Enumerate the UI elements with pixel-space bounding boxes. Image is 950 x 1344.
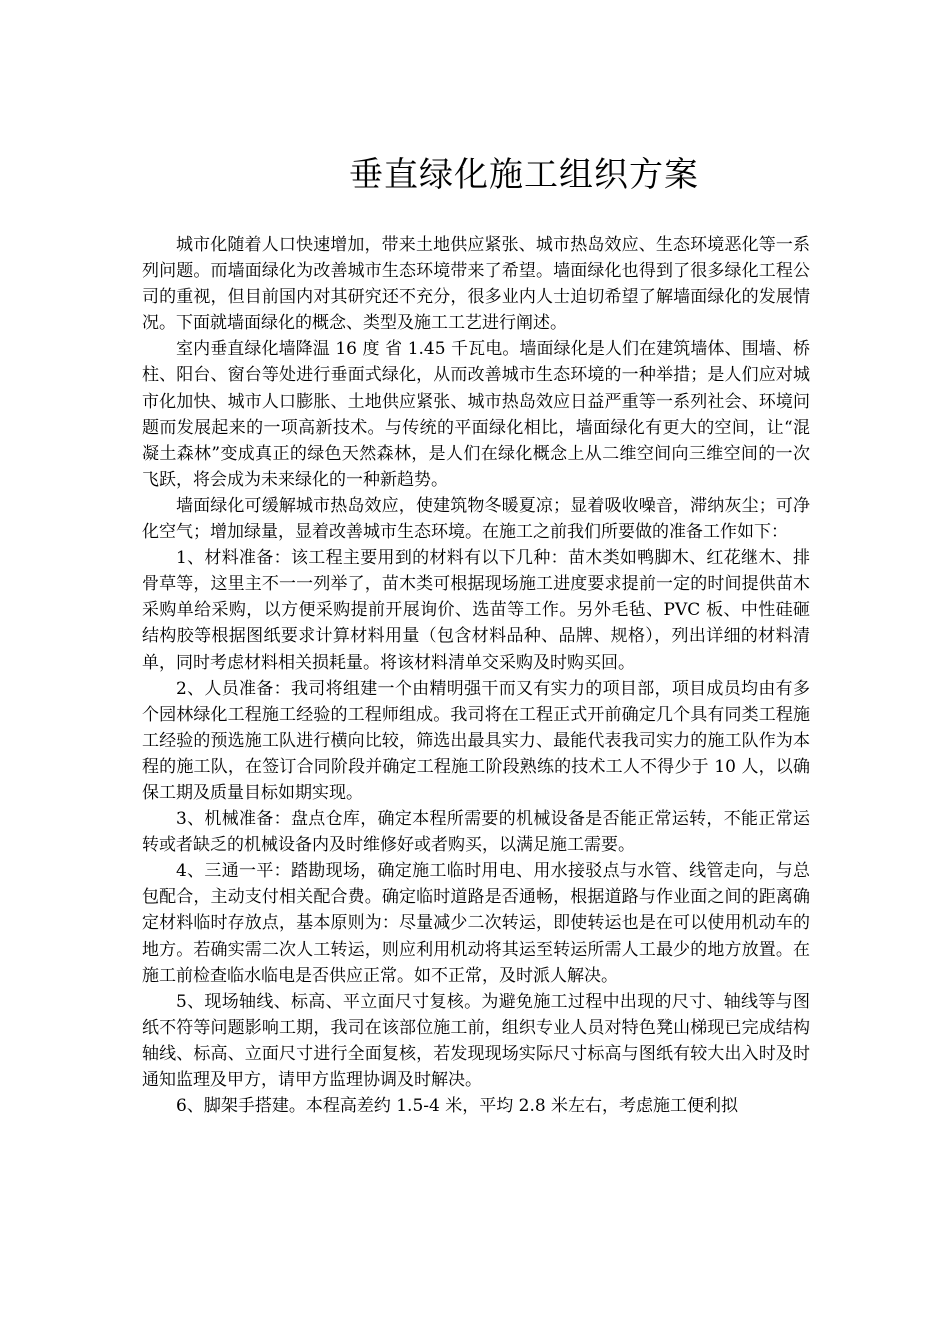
paragraph-personnel: 2、人员准备：我司将组建一个由精明强干而又有实力的项目部，项目成员均由有多个园林绿化工程施工经验的工程师组成。我司将在工程正式开前确定几个具有同类工程施工经验的预选施工队进行横向比较，筛选出最具实力、最能代表我司实力的施工队作为本程的施工队，在签订合同阶段并确定工程施工阶段熟练的技术工人不得少于 10 人，以确保工期及质量目标如期实现。 — [142, 678, 810, 803]
paragraph-benefits: 墙面绿化可缓解城市热岛效应，使建筑物冬暖夏凉；显着吸收噪音，滞纳灰尘；可净化空气；增加绿量，显着改善城市生态环境。在施工之前我们所要做的准备工作如下： — [142, 495, 810, 543]
paragraph-survey: 5、现场轴线、标高、平立面尺寸复核。为避免施工过程中出现的尺寸、轴线等与图纸不符等问题影响工期，我司在该部位施工前，组织专业人员对特色凳山梯现已完成结构轴线、标高、立面尺寸进行全面复核，若发现现场实际尺寸标高与图纸有较大出入时及时通知监理及甲方，请甲方监理协调及时解决。 — [142, 991, 810, 1090]
paragraph-intro: 城市化随着人口快速增加，带来土地供应紧张、城市热岛效应、生态环境恶化等一系列问题。而墙面绿化为改善城市生态环境带来了希望。墙面绿化也得到了很多绿化工程公司的重视，但目前国内对其研究还不充分，很多业内人士迫切希望了解墙面绿化的发展情况。下面就墙面绿化的概念、类型及施工工艺进行阐述。 — [142, 235, 810, 334]
paragraph-site-prep: 4、三通一平：踏勘现场，确定施工临时用电、用水接驳点与水管、线管走向，与总包配合，主动支付相关配合费。确定临时道路是否通畅，根据道路与作业面之间的距离确定材料临时存放点，基本原则为：尽量减少二次转运，即使转运也是在可以使用机动车的地方。若确实需二次人工转运，则应利用机动将其运至转运所需人工最少的地方放置。在施工前检查临水临电是否供应正常。如不正常，及时派人解决。 — [142, 861, 810, 986]
document-body — [142, 232, 810, 1119]
document-title: 垂直绿化施工组织方案 — [349, 155, 699, 195]
paragraph-scaffolding: 6、脚架手搭建。本程高差约 1.5-4 米，平均 2.8 米左右，考虑施工便利拟 — [176, 1096, 739, 1117]
paragraph-materials: 1、材料准备：该工程主要用到的材料有以下几种：苗木类如鸭脚木、红花继木、排骨草等，这里主不一一列举了，苗木类可根据现场施工进度要求提前一定的时间提供苗木采购单给采购，以方便采购提前开展询价、选苗等工作。另外毛毡、PVC 板、中性硅砸结构胶等根据图纸要求计算材料用量（包含材料品种、品牌、规格），列出详细的材料清单，同时考虑材料相关损耗量。将该材料清单交采购及时购买回。 — [142, 548, 810, 673]
paragraph-machinery: 3、机械准备：盘点仓库，确定本程所需要的机械设备是否能正常运转，不能正常运转或者缺乏的机械设备内及时维修好或者购买，以满足施工需要。 — [142, 809, 810, 856]
paragraph-definition: 室内垂直绿化墙降温 16 度 省 1.45 千瓦电。墙面绿化是人们在建筑墙体、围墙、桥柱、阳台、窗台等处进行垂面式绿化，从而改善城市生态环境的一种举措；是人们应对城市化加快、城市人口膨胀、土地供应紧张、城市热岛效应日益严重等一系列社会、环境问题而发展起来的一项高新技术。与传统的平面绿化相比，墙面绿化有更大的空间，让“混凝土森林”变成真正的绿色天然森林，是人们在绿化概念上从二维空间向三维空间的一次飞跃，将会成为未来绿化的一种新趋势。 — [142, 339, 810, 490]
